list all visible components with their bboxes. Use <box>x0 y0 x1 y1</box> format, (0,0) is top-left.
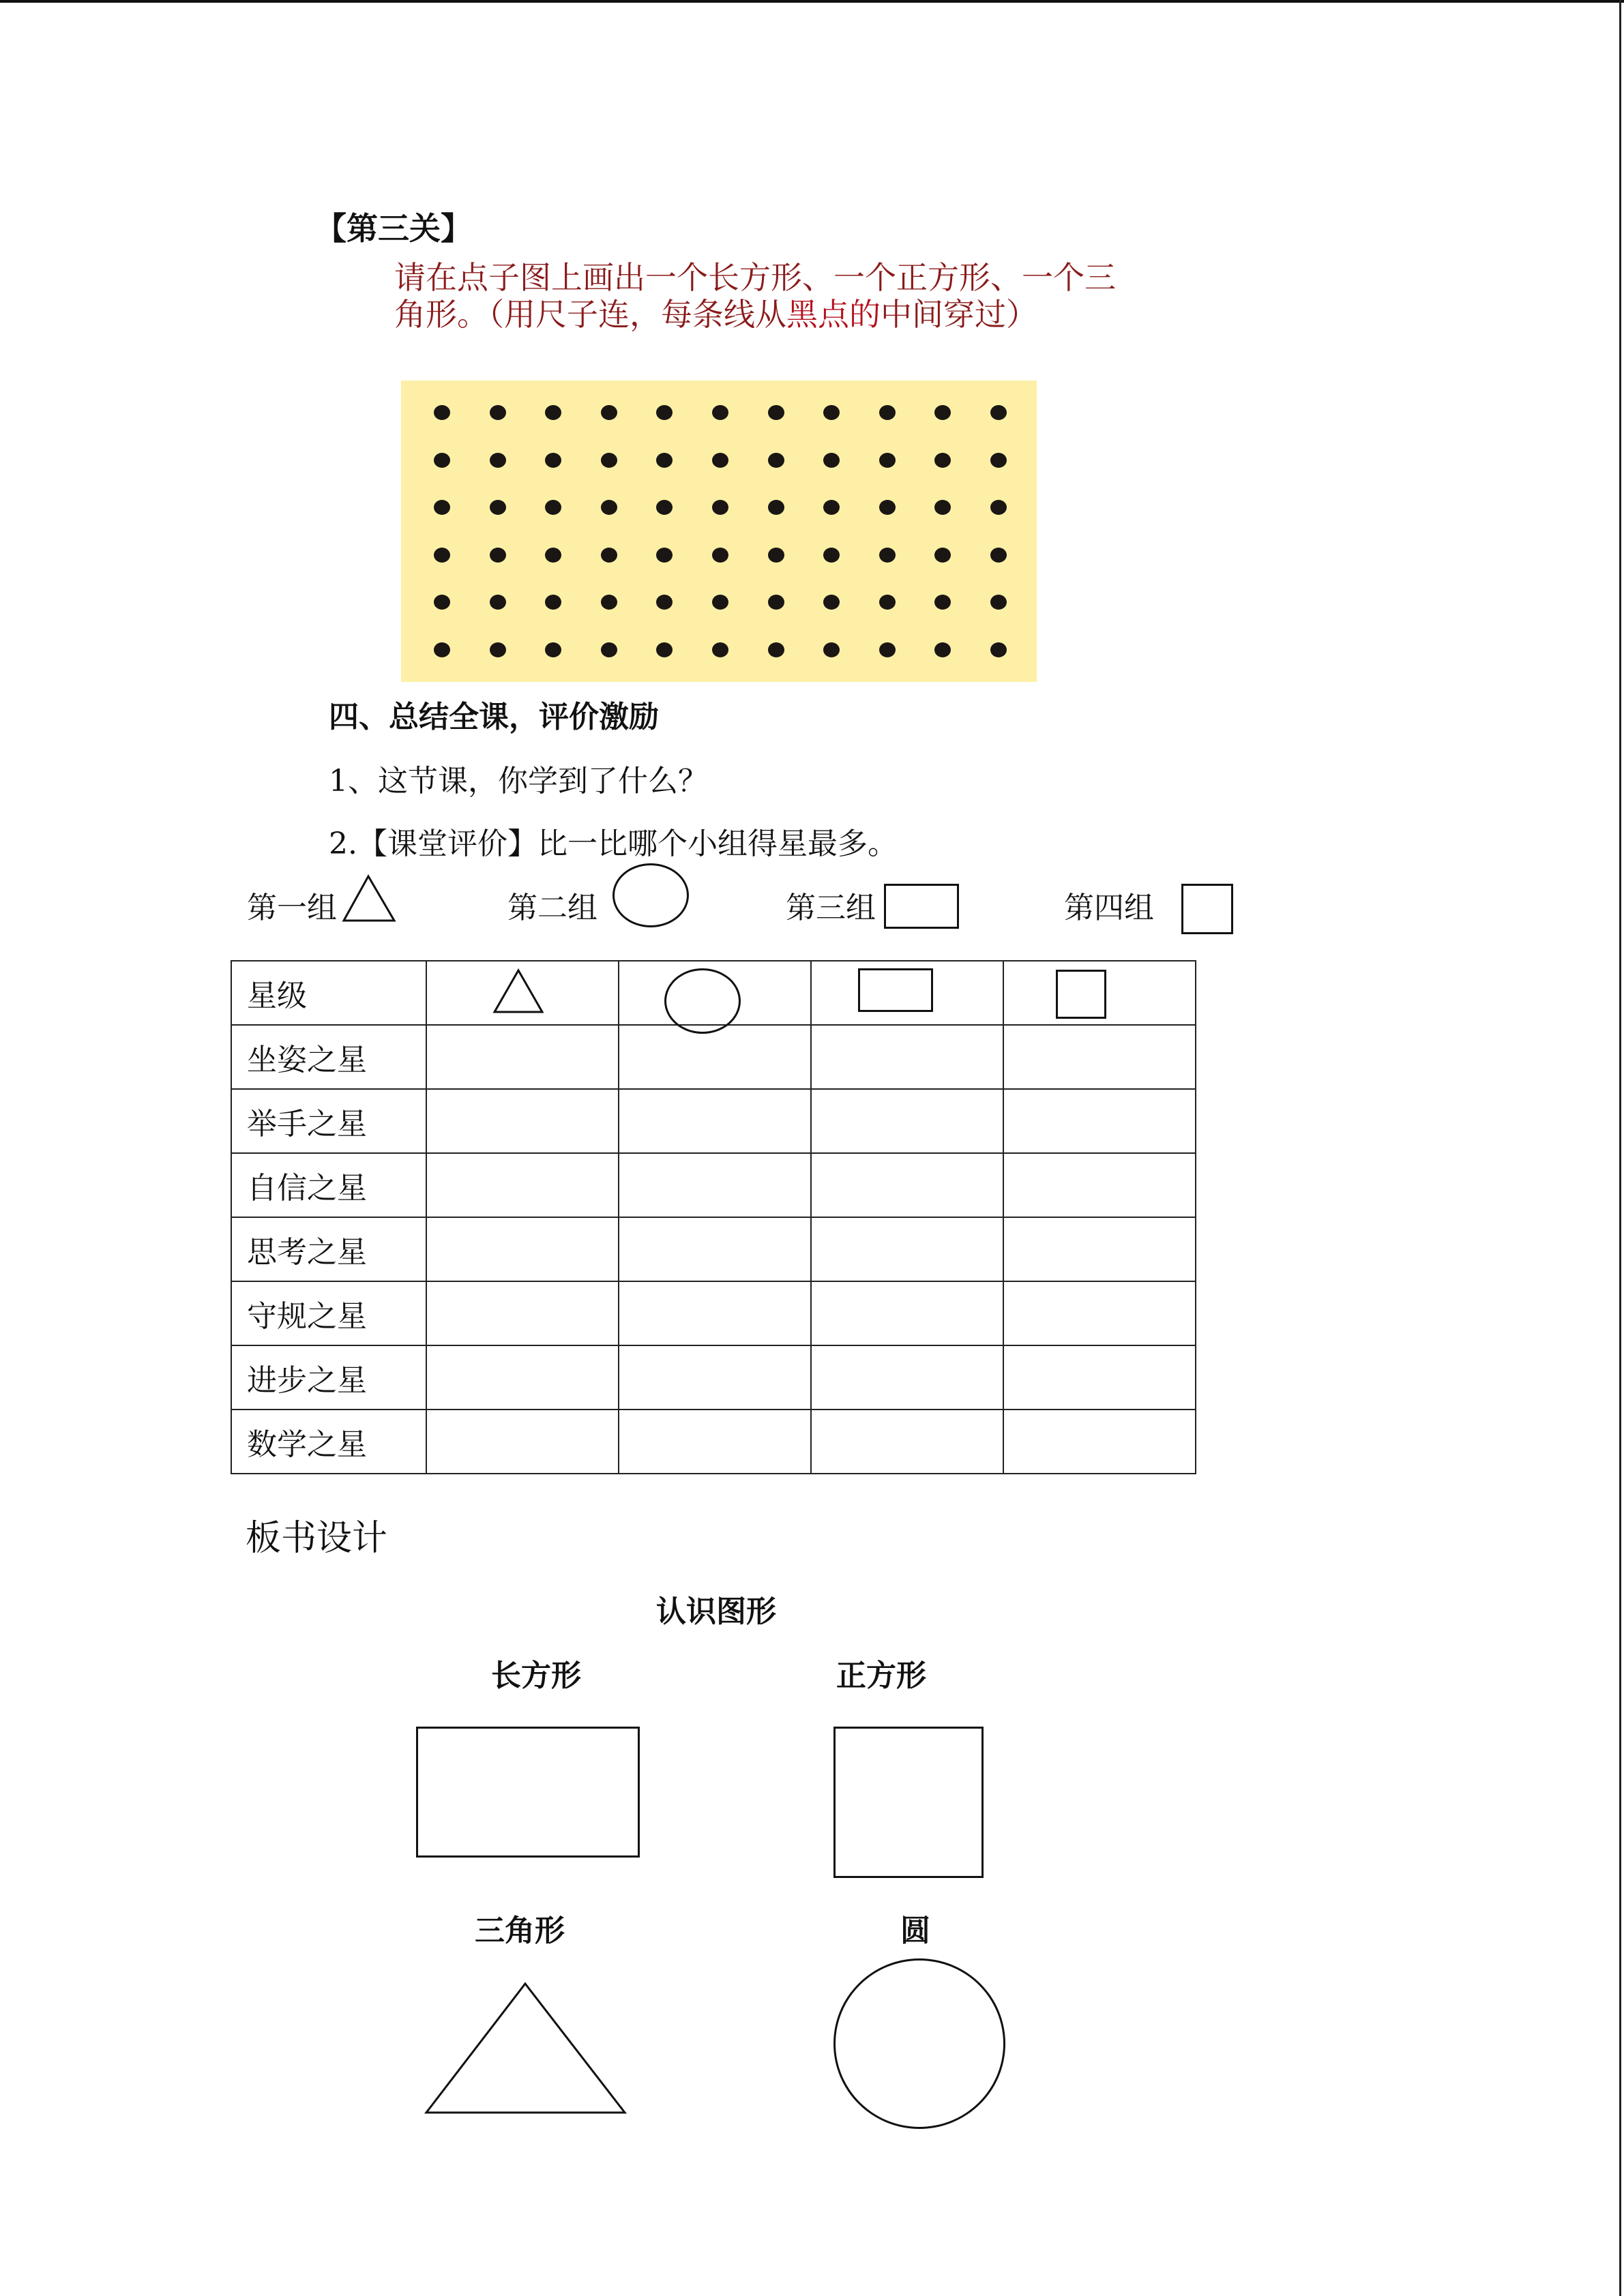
grid-dot[interactable] <box>601 405 617 420</box>
score-cell[interactable] <box>1003 1345 1196 1410</box>
grid-dot[interactable] <box>656 548 673 563</box>
grid-dot[interactable] <box>879 595 896 610</box>
star-category-label: 守规之星 <box>231 1281 426 1345</box>
table-row <box>231 1153 1196 1217</box>
table-header-row <box>231 961 1196 1025</box>
instruction-part-b: 黑点的 <box>786 296 881 333</box>
grid-dot[interactable] <box>934 405 951 420</box>
star-category-label: 数学之星 <box>231 1410 426 1474</box>
star-category-label: 进步之星 <box>231 1345 426 1410</box>
score-cell[interactable] <box>1003 1410 1196 1474</box>
star-category-label: 自信之星 <box>231 1153 426 1217</box>
grid-dot[interactable] <box>990 642 1007 657</box>
grid-dot[interactable] <box>490 642 506 657</box>
section4-question1: 1、这节课，你学到了什么？ <box>329 764 708 799</box>
square-icon <box>1056 970 1106 1019</box>
star-category-label: 举手之星 <box>231 1089 426 1153</box>
table-row <box>231 1217 1196 1281</box>
grid-dot[interactable] <box>434 642 450 657</box>
score-cell[interactable] <box>619 1345 811 1410</box>
score-cell[interactable] <box>619 1410 811 1474</box>
score-cell[interactable] <box>811 1345 1003 1410</box>
table-row <box>231 1345 1196 1410</box>
score-cell[interactable] <box>426 1410 619 1474</box>
grid-dot[interactable] <box>601 453 617 468</box>
grid-dot[interactable] <box>823 595 840 610</box>
board-triangle-shape <box>424 1982 629 2115</box>
table-header-square <box>1003 961 1196 1025</box>
rectangle-icon <box>858 968 933 1012</box>
star-category-label: 坐姿之星 <box>231 1025 426 1089</box>
section4-question2: 2.【课堂评价】比一比哪个小组得星最多。 <box>329 826 898 861</box>
board-rectangle-label: 长方形 <box>491 1658 581 1693</box>
table-header-rectangle <box>811 961 1003 1025</box>
star-rating-table <box>231 960 1196 1474</box>
score-cell[interactable] <box>619 1089 811 1153</box>
score-cell[interactable] <box>426 1345 619 1410</box>
grid-dot[interactable] <box>490 500 506 515</box>
board-triangle-label: 三角形 <box>475 1913 565 1948</box>
grid-dot[interactable] <box>823 548 840 563</box>
grid-dot[interactable] <box>879 500 896 515</box>
board-square-shape <box>833 1727 984 1878</box>
grid-dot[interactable] <box>879 548 896 563</box>
triangle-icon <box>492 968 544 1013</box>
grid-dot[interactable] <box>712 500 728 515</box>
grid-dot[interactable] <box>545 548 561 563</box>
board-square-label: 正方形 <box>836 1658 926 1693</box>
square-icon <box>1181 884 1233 934</box>
grid-dot[interactable] <box>490 405 506 420</box>
grid-dot[interactable] <box>934 595 951 610</box>
grid-dot[interactable] <box>656 642 673 657</box>
table-row <box>231 1089 1196 1153</box>
grid-dot[interactable] <box>656 500 673 515</box>
score-cell[interactable] <box>811 1153 1003 1217</box>
grid-dot[interactable] <box>768 548 784 563</box>
page-right-border <box>1619 0 1621 2296</box>
grid-dot[interactable] <box>712 453 728 468</box>
grid-dot[interactable] <box>879 642 896 657</box>
star-category-label: 思考之星 <box>231 1217 426 1281</box>
grid-dot[interactable] <box>990 405 1007 420</box>
page-top-border <box>0 0 1624 3</box>
grid-dot[interactable] <box>934 453 951 468</box>
score-cell[interactable] <box>426 1089 619 1153</box>
grid-dot[interactable] <box>545 595 561 610</box>
instruction-part-a: 角形。（用尺子连，每条线从 <box>394 296 786 333</box>
grid-dot[interactable] <box>768 642 784 657</box>
board-subtitle: 认识图形 <box>656 1594 776 1629</box>
group-label-2: 第二组 <box>507 891 597 925</box>
grid-dot[interactable] <box>768 405 784 420</box>
table-row <box>231 1410 1196 1474</box>
grid-dot[interactable] <box>823 500 840 515</box>
score-cell[interactable] <box>619 1153 811 1217</box>
score-cell[interactable] <box>811 1281 1003 1345</box>
board-design-title: 板书设计 <box>246 1518 388 1559</box>
grid-dot[interactable] <box>768 595 784 610</box>
grid-dot[interactable] <box>601 595 617 610</box>
score-cell[interactable] <box>426 1217 619 1281</box>
score-cell[interactable] <box>811 1410 1003 1474</box>
grid-dot[interactable] <box>490 548 506 563</box>
grid-dot[interactable] <box>601 642 617 657</box>
grid-dot[interactable] <box>712 595 728 610</box>
level3-instruction-line1: 请在点子图上画出一个长方形、一个正方形、一个三 <box>394 259 1116 296</box>
grid-dot[interactable] <box>823 642 840 657</box>
section4-title: 四、总结全课，评价激励 <box>329 700 659 734</box>
score-cell[interactable] <box>1003 1217 1196 1281</box>
grid-dot[interactable] <box>990 548 1007 563</box>
grid-dot[interactable] <box>656 453 673 468</box>
table-header-label: 星级 <box>231 961 426 1025</box>
instruction-part-c: 中间穿过） <box>881 296 1037 333</box>
grid-dot[interactable] <box>934 642 951 657</box>
grid-dot[interactable] <box>545 453 561 468</box>
grid-dot[interactable] <box>990 595 1007 610</box>
score-cell[interactable] <box>426 1281 619 1345</box>
grid-dot[interactable] <box>545 500 561 515</box>
grid-dot[interactable] <box>768 500 784 515</box>
grid-dot[interactable] <box>990 500 1007 515</box>
grid-dot[interactable] <box>712 405 728 420</box>
score-cell[interactable] <box>426 1025 619 1089</box>
group-label-1: 第一组 <box>247 891 337 925</box>
score-cell[interactable] <box>1003 1089 1196 1153</box>
grid-dot[interactable] <box>879 453 896 468</box>
score-cell[interactable] <box>619 1217 811 1281</box>
grid-dot[interactable] <box>712 548 728 563</box>
grid-dot[interactable] <box>934 500 951 515</box>
board-rectangle-shape <box>416 1727 640 1858</box>
grid-dot[interactable] <box>434 500 450 515</box>
score-cell[interactable] <box>811 1217 1003 1281</box>
group-label-4: 第四组 <box>1064 891 1154 925</box>
board-circle-label: 圆 <box>900 1913 930 1948</box>
grid-dot[interactable] <box>434 405 450 420</box>
level3-heading: 【第三关】 <box>315 210 472 247</box>
grid-dot[interactable] <box>545 405 561 420</box>
group-label-3: 第三组 <box>786 891 876 925</box>
score-cell[interactable] <box>1003 1153 1196 1217</box>
board-circle-shape <box>833 1958 1005 2129</box>
circle-icon <box>612 863 689 927</box>
table-row <box>231 1025 1196 1089</box>
level3-instruction-line2 <box>394 296 1037 333</box>
table-row <box>231 1281 1196 1345</box>
grid-dot[interactable] <box>490 595 506 610</box>
grid-dot[interactable] <box>601 500 617 515</box>
dot-grid-panel[interactable] <box>401 381 1037 682</box>
grid-dot[interactable] <box>990 453 1007 468</box>
grid-dot[interactable] <box>712 642 728 657</box>
table-header-triangle <box>426 961 619 1025</box>
grid-dot[interactable] <box>434 453 450 468</box>
grid-dot[interactable] <box>434 548 450 563</box>
score-cell[interactable] <box>619 1281 811 1345</box>
table-header-circle <box>619 961 811 1025</box>
score-cell[interactable] <box>1003 1281 1196 1345</box>
score-cell[interactable] <box>619 1025 811 1089</box>
score-cell[interactable] <box>426 1153 619 1217</box>
circle-icon <box>664 968 741 1034</box>
grid-dot[interactable] <box>823 453 840 468</box>
grid-dot[interactable] <box>434 595 450 610</box>
grid-dot[interactable] <box>601 548 617 563</box>
grid-dot[interactable] <box>934 548 951 563</box>
triangle-icon <box>342 874 397 922</box>
score-cell[interactable] <box>1003 1025 1196 1089</box>
grid-dot[interactable] <box>490 453 506 468</box>
grid-dot[interactable] <box>656 595 673 610</box>
grid-dot[interactable] <box>656 405 673 420</box>
score-cell[interactable] <box>811 1025 1003 1089</box>
grid-dot[interactable] <box>879 405 896 420</box>
grid-dot[interactable] <box>545 642 561 657</box>
rectangle-icon <box>884 884 959 929</box>
grid-dot[interactable] <box>823 405 840 420</box>
score-cell[interactable] <box>811 1089 1003 1153</box>
grid-dot[interactable] <box>768 453 784 468</box>
